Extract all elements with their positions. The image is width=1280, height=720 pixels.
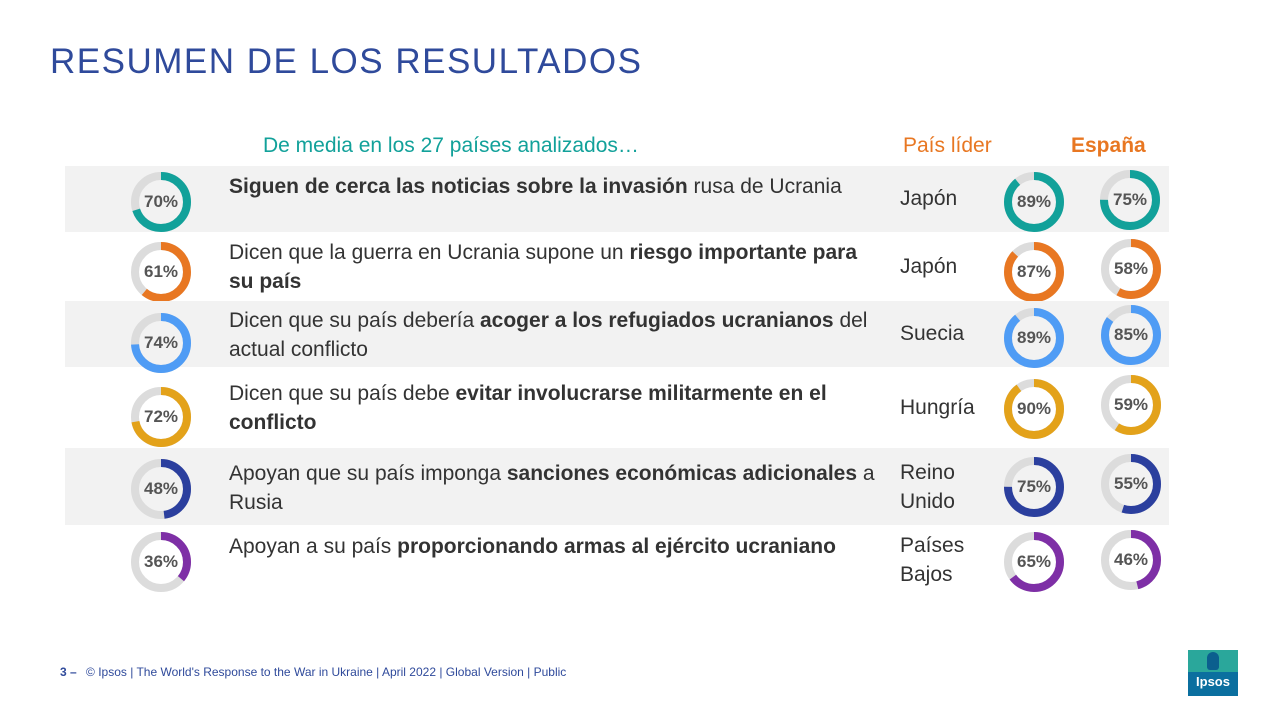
statement-text bbox=[229, 459, 879, 517]
spain-donut-label: 59% bbox=[1113, 395, 1149, 414]
leader-donut bbox=[1002, 377, 1066, 441]
statement-text bbox=[229, 172, 879, 201]
average-donut bbox=[129, 385, 193, 449]
statement-segment: a Rusia bbox=[229, 462, 875, 514]
leader-country: Japón bbox=[900, 187, 958, 210]
statement-text bbox=[229, 238, 879, 296]
spain-donut bbox=[1099, 237, 1163, 301]
statement-text bbox=[229, 532, 879, 561]
statement-emphasis: acoger a los refugiados ucranianos bbox=[480, 309, 834, 332]
statement-text bbox=[229, 379, 879, 437]
average-column-header: De media en los 27 países analizados… bbox=[263, 134, 639, 157]
statement-emphasis: proporcionando armas al ejército ucraniano bbox=[397, 535, 836, 558]
statement-segment: Apoyan a su país bbox=[229, 535, 398, 558]
average-donut-label: 72% bbox=[143, 407, 179, 426]
average-donut-label: 74% bbox=[143, 333, 179, 352]
statement-emphasis: riesgo importante para su país bbox=[229, 241, 857, 293]
leader-donut bbox=[1002, 530, 1066, 594]
spain-donut bbox=[1099, 528, 1163, 592]
spain-donut bbox=[1099, 452, 1163, 516]
leader-donut bbox=[1002, 240, 1066, 304]
average-donut bbox=[129, 530, 193, 594]
leader-donut-label: 65% bbox=[1016, 552, 1052, 571]
statement-segment: Dicen que su país debería bbox=[229, 309, 480, 332]
spain-donut bbox=[1099, 373, 1163, 437]
leader-donut-label: 89% bbox=[1016, 328, 1052, 347]
logo-text: Ipsos bbox=[1196, 674, 1230, 689]
statement-text bbox=[229, 306, 879, 364]
statement-segment: Apoyan que su país imponga bbox=[229, 462, 507, 485]
spain-donut-label: 46% bbox=[1113, 550, 1149, 569]
spain-donut bbox=[1098, 168, 1162, 232]
average-donut bbox=[129, 457, 193, 521]
spain-column-header: España bbox=[1071, 134, 1146, 157]
statement-segment: del actual conflicto bbox=[229, 309, 868, 361]
leader-column-header: País líder bbox=[903, 134, 992, 157]
leader-donut bbox=[1002, 306, 1066, 370]
spain-donut-label: 55% bbox=[1113, 474, 1149, 493]
average-donut bbox=[129, 170, 193, 234]
statement-segment: Dicen que la guerra en Ucrania supone un bbox=[229, 241, 630, 264]
footer bbox=[60, 665, 566, 679]
average-donut-label: 36% bbox=[143, 552, 179, 571]
statement-emphasis: Siguen de cerca las noticias sobre la invasión bbox=[229, 175, 688, 198]
leader-donut-label: 87% bbox=[1016, 262, 1052, 281]
leader-country: Japón bbox=[900, 255, 958, 278]
logo-mark-icon bbox=[1207, 652, 1219, 670]
page-title: RESUMEN DE LOS RESULTADOS bbox=[50, 42, 643, 81]
leader-country: Suecia bbox=[900, 322, 965, 345]
leader-donut bbox=[1002, 455, 1066, 519]
leader-country: Hungría bbox=[900, 395, 975, 419]
average-donut-label: 48% bbox=[143, 479, 179, 498]
leader-donut bbox=[1002, 170, 1066, 234]
leader-donut-label: 90% bbox=[1016, 399, 1052, 418]
statement-segment: rusa de Ucrania bbox=[687, 175, 842, 198]
leader-donut-label: 75% bbox=[1016, 477, 1052, 496]
spain-donut-label: 75% bbox=[1112, 190, 1148, 209]
average-donut-label: 70% bbox=[143, 192, 179, 211]
page-number: 3 – bbox=[60, 665, 77, 679]
average-donut bbox=[129, 311, 193, 375]
statement-segment: Dicen que su país debe bbox=[229, 382, 456, 405]
spain-donut-label: 85% bbox=[1113, 325, 1149, 344]
ipsos-logo bbox=[1188, 650, 1238, 696]
average-donut bbox=[129, 240, 193, 304]
footer-text: © Ipsos | The World's Response to the War in Ukraine | April 2022 | Global Version | Public bbox=[86, 665, 567, 679]
average-donut-label: 61% bbox=[143, 262, 179, 281]
statement-emphasis: sanciones económicas adicionales bbox=[506, 462, 858, 485]
spain-donut-label: 58% bbox=[1113, 259, 1149, 278]
leader-donut-label: 89% bbox=[1016, 192, 1052, 211]
leader-country: Países Bajos bbox=[900, 534, 965, 586]
statement-emphasis: evitar involucrarse militarmente en el conflicto bbox=[229, 382, 827, 434]
leader-country: Reino Unido bbox=[900, 460, 955, 513]
spain-donut bbox=[1099, 303, 1163, 367]
